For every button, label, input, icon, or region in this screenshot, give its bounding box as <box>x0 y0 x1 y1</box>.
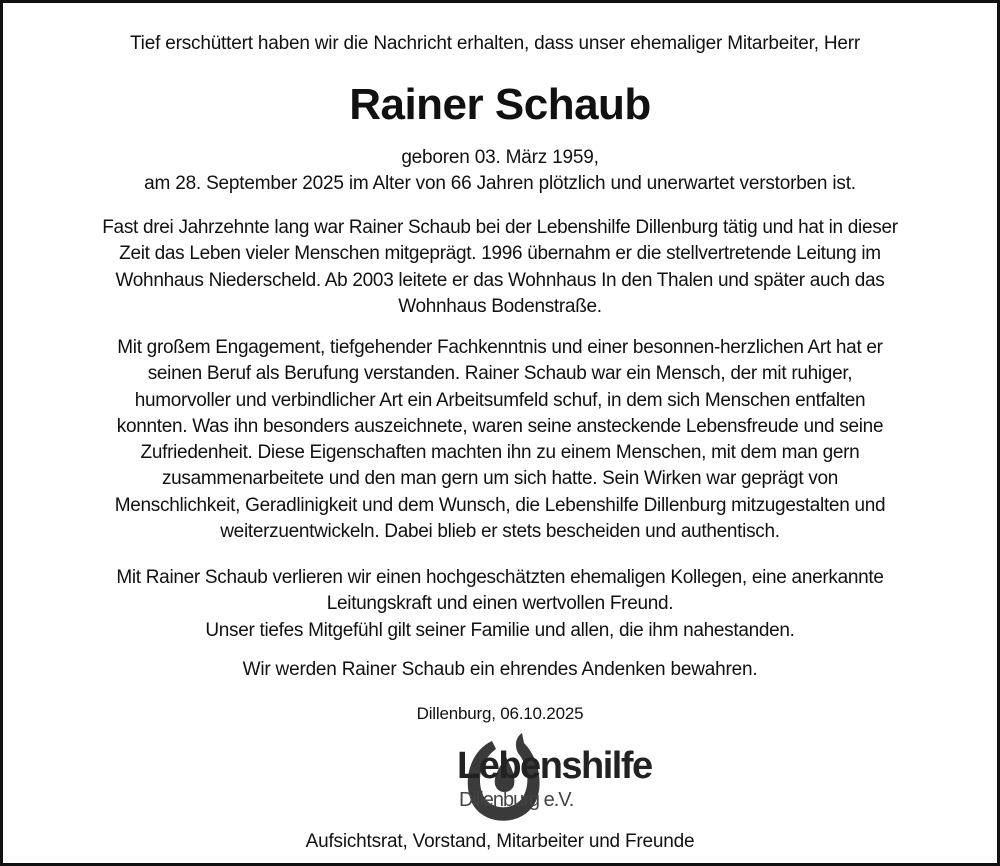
deceased-name: Rainer Schaub <box>349 80 651 129</box>
closing-text: Wir werden Rainer Schaub ein ehrendes Andenken bewahren. <box>242 659 758 680</box>
paragraph-character: Mit großem Engagement, tiefgehender Fachkenntnis und einer besonnen-herzlichen Art hat er seinen Beruf als Berufung verstanden. Rainer Schaub war ein Mensch, der mit ruhiger, humorvoller und verbindlicher Art ein Arbeitsumfeld schuf, in dem sich Menschen entfalten konnten. Was ihn besonders auszeichnete, waren seine ansteckende Lebensfreude und seine Zufriedenheit. Diese Eigenschaften machten ihn zu einem Menschen, mit dem man gern zusammenarbeitete und den man gern um sich hatte. Sein Wirken war geprägt von Menschlichkeit, Geradlinigkeit und dem Wunsch, die Lebenshilfe Dillenburg mitzugestalten und weiterzuentwickeln. Dabei blieb er stets bescheiden und authentisch. <box>114 337 886 543</box>
paragraph-career: Fast drei Jahrzehnte lang war Rainer Schaub bei der Lebenshilfe Dillenburg tätig und hat in dieser Zeit das Leben vieler Menschen mitgeprägt. 1996 übernahm er die stellvertretende Leitung im Wohnhaus Niederscheld. Ab 2003 leitete er das Wohnhaus In den Thalen und später auch das Wohnhaus Bodenstraße. <box>102 217 898 317</box>
logo-subtitle: Dillenburg e.V. <box>459 789 574 811</box>
signature: Aufsichtsrat, Vorstand, Mitarbeiter und Freunde <box>305 831 695 852</box>
place-date: Dillenburg, 06.10.2025 <box>416 704 584 723</box>
birth-date: geboren 03. März 1959, <box>401 147 599 168</box>
intro-text: Tief erschüttert haben wir die Nachricht erhalten, dass unser ehemaliger Mitarbeiter, Herr <box>129 33 861 54</box>
logo-title: Lebenshilfe <box>457 745 652 787</box>
paragraph-condolence: Mit Rainer Schaub verlieren wir einen hochgeschätzten ehemaligen Kollegen, eine anerkannte Leitungskraft und einen wertvollen Freund. Unser tiefes Mitgefühl gilt seiner Familie und allen, die ihm nahestanden. <box>116 567 884 641</box>
death-info: am 28. September 2025 im Alter von 66 Jahren plötzlich und unerwartet verstorben ist. <box>144 173 856 194</box>
lebenshilfe-logo <box>369 731 652 827</box>
